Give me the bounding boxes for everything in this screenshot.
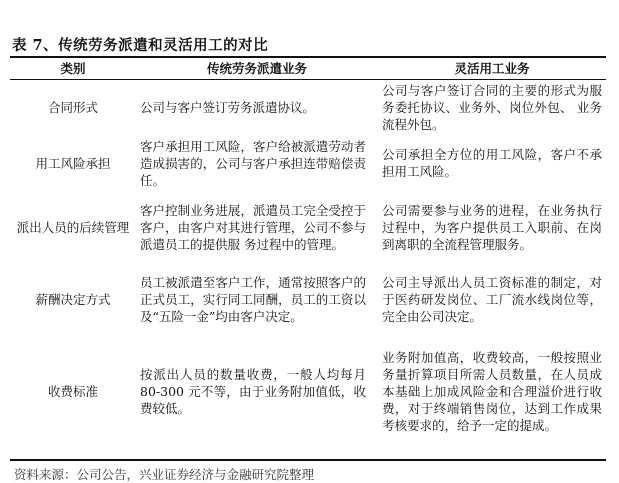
row-flexible: 业务附加值高，收费较高，一般按照业务量折算项目所需人员数量，在人员成本基础上加成风险金和合理溢价进行收费，对于终端销售岗位，达到工作成果考核要求的，给予一定的提成。 — [382, 349, 602, 433]
row-traditional: 客户控制业务进展，派遣员工完全受控于客户，由客户对其进行管理，公司不参与派遣员工的提供服 务过程中的管理。 — [140, 202, 366, 252]
row-flexible: 公司需要参与业务的进程，在业务执行过程中，为客户提供员工入职前、在岗到离职的全流程管理服务。 — [382, 202, 602, 252]
row-category: 用工风险承担 — [35, 155, 111, 171]
row-flexible: 公司主导派出人员工资标准的制定，对于医药研发岗位、工厂流水线岗位等， 完全由公司决定。 — [382, 274, 602, 324]
row-traditional: 客户承担用工风险，客户给被派遣劳动者造成损害的，公司与客户承担连带赔偿责任。 — [140, 138, 366, 188]
bottom-rule — [10, 459, 606, 461]
row-flexible: 公司与客户签订合同的主要的形式为服务委托协议、业务外、岗位外包、 业务流程外包。 — [382, 82, 602, 132]
table-header-row — [10, 57, 606, 79]
row-traditional: 员工被派遣至客户工作，通常按照客户的正式员工，实行同工同酬，员工的工资以及“五险一金”均由客户决定。 — [140, 274, 366, 324]
table-row — [10, 191, 606, 263]
table-title: 表 7、传统劳务派遣和灵活用工的对比 — [12, 37, 269, 54]
row-category: 薪酬决定方式 — [35, 291, 111, 307]
row-category: 合同形式 — [47, 99, 98, 115]
row-traditional: 按派出人员的数量收费，一般人均每月 80-300 元不等，由于业务附加值低，收费较低。 — [140, 366, 366, 416]
row-category: 派出人员的后续管理 — [16, 219, 130, 235]
row-category: 收费标准 — [47, 383, 98, 399]
header-traditional: 传统劳务派遣业务 — [206, 61, 307, 76]
table-row — [10, 263, 606, 335]
table-row — [10, 79, 606, 135]
table-row — [10, 335, 606, 447]
row-traditional: 公司与客户签订劳务派遣协议。 — [140, 99, 316, 115]
header-flexible: 灵活用工业务 — [454, 61, 530, 76]
table-row — [10, 135, 606, 191]
comparison-table — [10, 57, 606, 447]
header-category: 类别 — [60, 61, 86, 76]
row-flexible: 公司承担全方位的用工风险，客户不承担用工风险。 — [382, 147, 602, 179]
source-note: 资料来源：公司公告，兴业证券经济与金融研究院整理 — [14, 467, 315, 482]
